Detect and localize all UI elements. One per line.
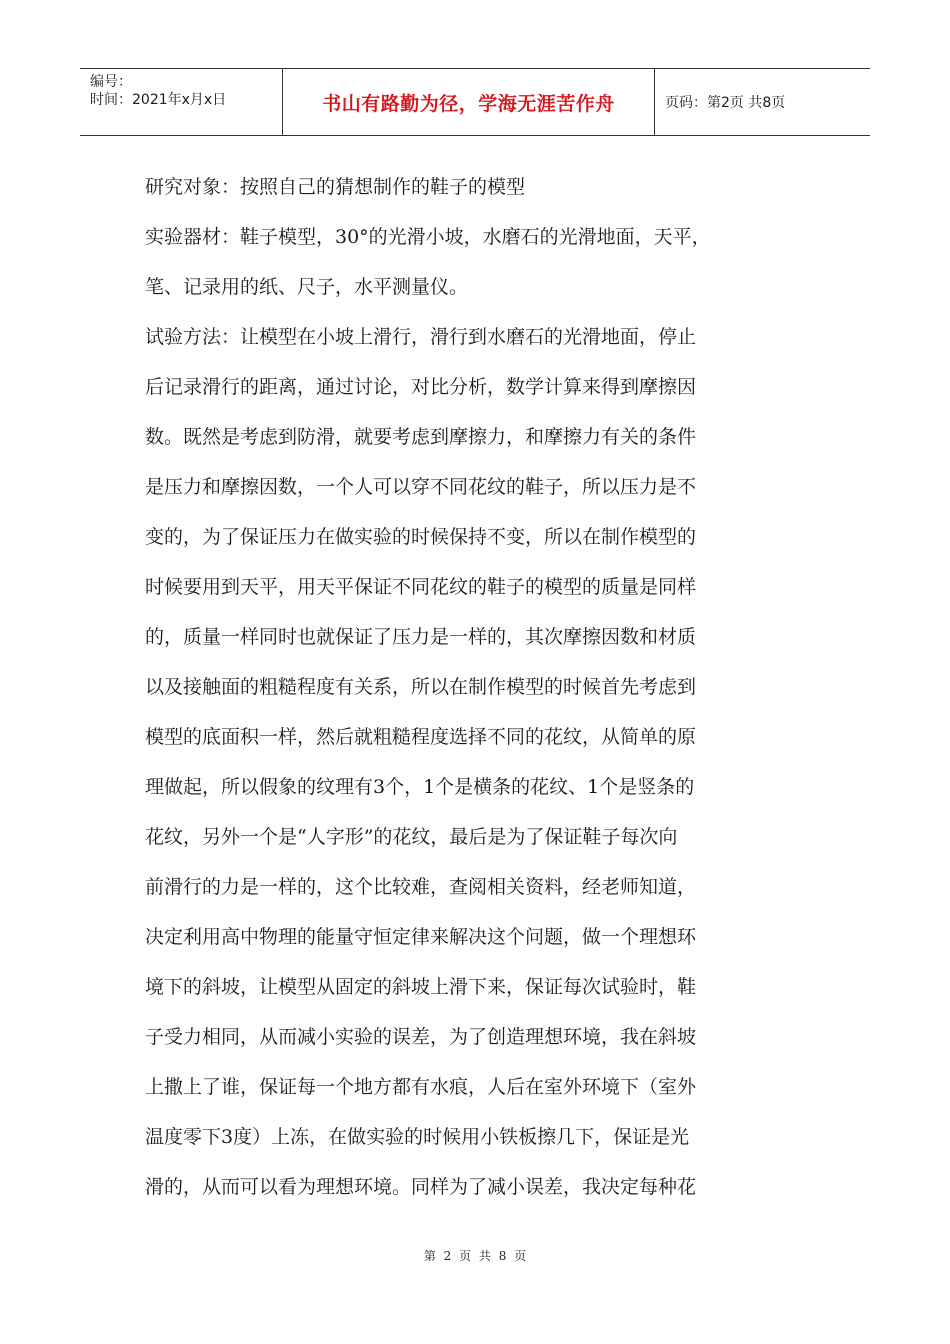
body-line: 变的，为了保证压力在做实验的时候保持不变，所以在制作模型的 [145, 526, 697, 548]
body-line: 数。既然是考虑到防滑，就要考虑到摩擦力，和摩擦力有关的条件 [145, 426, 697, 448]
body-line: 滑的，从而可以看为理想环境。同样为了减小误差，我决定每种花 [145, 1176, 697, 1198]
header-motto-cell [283, 69, 655, 135]
body-line: 是压力和摩擦因数，一个人可以穿不同花纹的鞋子，所以压力是不 [145, 476, 697, 498]
header-page-cell [655, 69, 870, 135]
document-date: 时间：2021年x月x日 [90, 92, 227, 108]
body-line: 子受力相同，从而减小实验的误差，为了创造理想环境，我在斜坡 [145, 1026, 697, 1048]
body-line: 试验方法：让模型在小坡上滑行，滑行到水磨石的光滑地面，停止 [145, 326, 697, 348]
body-line: 上撒上了谁，保证每一个地方都有水痕，人后在室外环境下（室外 [145, 1076, 697, 1098]
body-line: 笔、记录用的纸、尺子，水平测量仪。 [145, 276, 469, 298]
header-page-info: 页码：第2页 共8页 [665, 95, 786, 111]
body-text [145, 162, 810, 1212]
body-line: 花纹，另外一个是“人字形”的花纹，最后是为了保证鞋子每次向 [145, 826, 678, 848]
page-header [80, 68, 870, 136]
body-line: 以及接触面的粗糙程度有关系，所以在制作模型的时候首先考虑到 [145, 676, 697, 698]
header-motto: 书山有路勤为径，学海无涯苦作舟 [322, 92, 615, 115]
body-line: 理做起，所以假象的纹理有3个，1个是横条的花纹、1个是竖条的 [145, 776, 695, 798]
document-number-label: 编号： [90, 74, 132, 90]
body-line: 实验器材：鞋子模型，30°的光滑小坡，水磨石的光滑地面，天平， [145, 226, 711, 248]
header-meta-cell [80, 69, 283, 135]
body-line: 的，质量一样同时也就保证了压力是一样的，其次摩擦因数和材质 [145, 626, 697, 648]
body-line: 研究对象：按照自己的猜想制作的鞋子的模型 [145, 176, 526, 198]
body-line: 后记录滑行的距离，通过讨论，对比分析，数学计算来得到摩擦因 [145, 376, 697, 398]
body-line: 时候要用到天平，用天平保证不同花纹的鞋子的模型的质量是同样 [145, 576, 697, 598]
body-line: 决定利用高中物理的能量守恒定律来解决这个问题，做一个理想环 [145, 926, 697, 948]
body-line: 模型的底面积一样，然后就粗糙程度选择不同的花纹，从简单的原 [145, 726, 697, 748]
page-footer [0, 1247, 950, 1264]
footer-page-number: 第 2 页 共 8 页 [423, 1249, 527, 1263]
body-line: 前滑行的力是一样的，这个比较难，查阅相关资料，经老师知道， [145, 876, 697, 898]
body-line: 温度零下3度）上冻，在做实验的时候用小铁板擦几下，保证是光 [145, 1126, 690, 1148]
body-line: 境下的斜坡，让模型从固定的斜坡上滑下来，保证每次试验时，鞋 [145, 976, 697, 998]
